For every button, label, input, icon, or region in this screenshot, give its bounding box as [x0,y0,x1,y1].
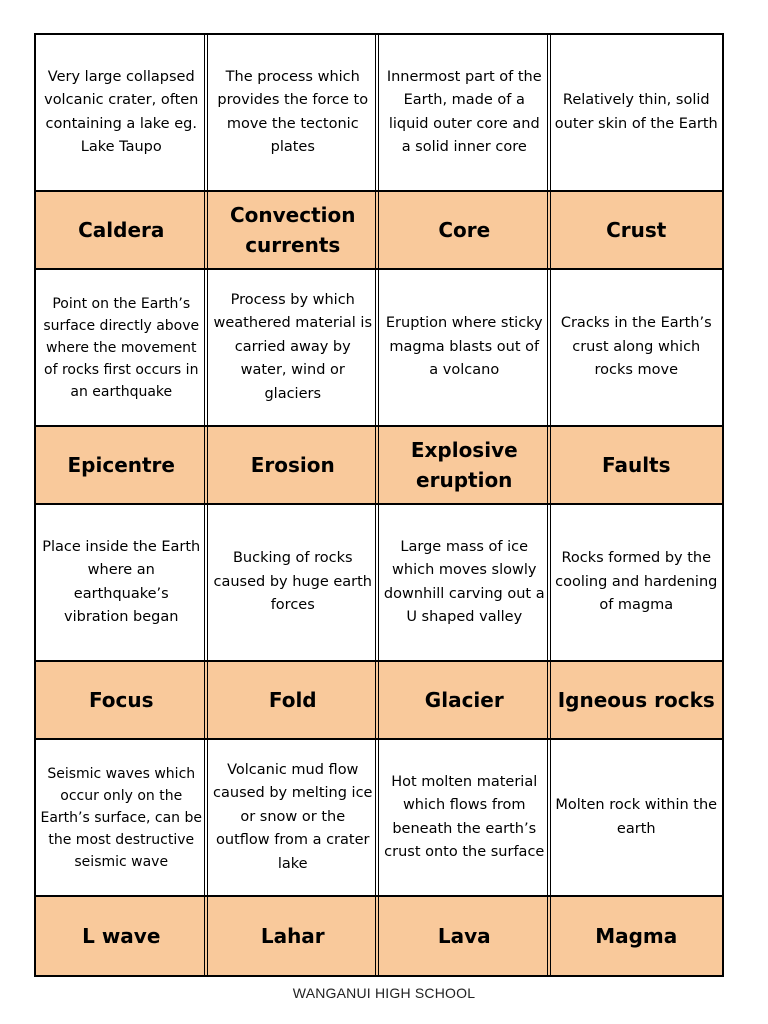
definition-card: Very large collapsed volcanic crater, often containing a lake eg. Lake Taupo [36,35,208,192]
term-card: Lahar [208,897,380,975]
term-card: Epicentre [36,427,208,505]
definition-card: The process which provides the force to move the tectonic plates [208,35,380,192]
glossary-card-grid [34,33,724,977]
term-card: Focus [36,662,208,740]
definition-card: Hot molten material which flows from beneath the earth’s crust onto the surface [379,740,551,897]
definition-card: Place inside the Earth where an earthquake’s vibration began [36,505,208,662]
definition-card: Innermost part of the Earth, made of a liquid outer core and a solid inner core [379,35,551,192]
term-card: Crust [551,192,723,270]
definition-card: Rocks formed by the cooling and hardening of magma [551,505,723,662]
term-card: Erosion [208,427,380,505]
term-card: L wave [36,897,208,975]
definition-card: Molten rock within the earth [551,740,723,897]
school-footer: WANGANUI HIGH SCHOOL [292,985,476,1001]
term-card: Faults [551,427,723,505]
definition-card: Large mass of ice which moves slowly downhill carving out a U shaped valley [379,505,551,662]
term-card: Fold [208,662,380,740]
term-card: Magma [551,897,723,975]
term-card: Convection currents [208,192,380,270]
definition-card: Bucking of rocks caused by huge earth forces [208,505,380,662]
definition-card: Cracks in the Earth’s crust along which rocks move [551,270,723,427]
term-card: Glacier [379,662,551,740]
term-card: Caldera [36,192,208,270]
definition-card: Volcanic mud flow caused by melting ice or snow or the outflow from a crater lake [208,740,380,897]
definition-card: Eruption where sticky magma blasts out of a volcano [379,270,551,427]
definition-card: Point on the Earth’s surface directly above where the movement of rocks first occurs in an earthquake [36,270,208,427]
definition-card: Process by which weathered material is carried away by water, wind or glaciers [208,270,380,427]
definition-card: Relatively thin, solid outer skin of the Earth [551,35,723,192]
term-card: Igneous rocks [551,662,723,740]
term-card: Lava [379,897,551,975]
term-card: Core [379,192,551,270]
term-card: Explosive eruption [379,427,551,505]
definition-card: Seismic waves which occur only on the Earth’s surface, can be the most destructive seismic wave [36,740,208,897]
